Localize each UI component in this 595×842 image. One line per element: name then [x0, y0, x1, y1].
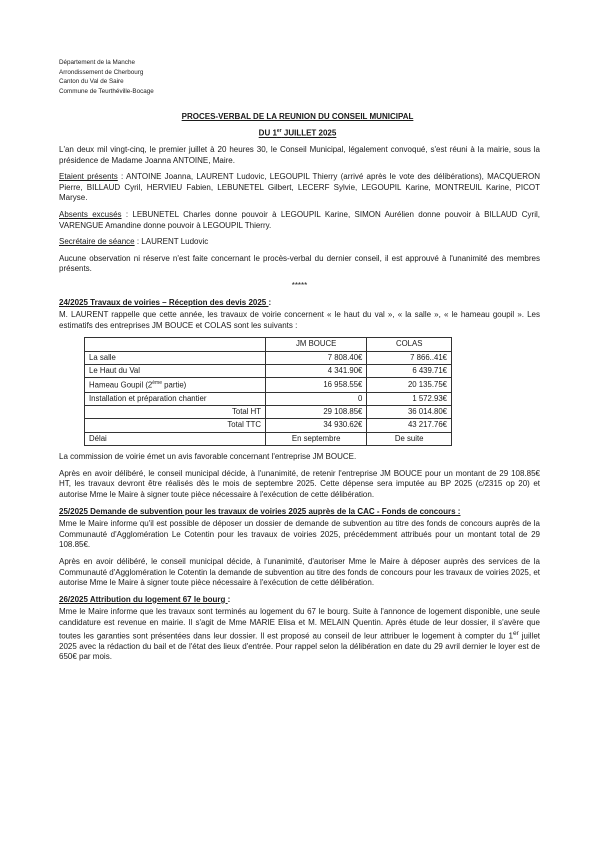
row-bouce: 34 930.62€ — [266, 419, 367, 432]
row-label-prefix: Hameau Goupil (2 — [89, 381, 153, 391]
section1-colon: : — [268, 297, 272, 307]
section3-text-b: juillet 2025 avec la rédaction du bail et de l'état des lieux d'entrée. Pour rappel selon la délibération en date du 29 avril dernier le loyer est de 650€ par mois. — [59, 631, 541, 662]
presents-text: : ANTOINE Joanna, LAURENT Ludovic, LEGOUPIL Thierry (arrivé après le vote des délibérations), MACQUERON Pierre, BILLAUD Cyril, HERVIEU Fabien, LEBUNETEL Gilbert, LECERF Sylvie, LEGOUPIL Karine, MONTREUIL Karine, PICOT Maryse. — [59, 172, 541, 203]
table-row — [85, 406, 452, 419]
document-title: PROCES-VERBAL DE LA REUNION DU CONSEIL MUNICIPAL — [181, 112, 414, 121]
table-row — [85, 419, 452, 432]
section3-title-text: Attribution du logement 67 le bourg — [87, 594, 228, 604]
approval-paragraph: Aucune observation ni réserve n'est faite concernant le procès-verbal du dernier conseil, il est approuvé à l'unanimité des membres présents. — [59, 253, 540, 274]
date-prefix: DU 1 — [258, 128, 277, 138]
header-commune: Commune de Teurthéville-Bocage — [59, 87, 154, 95]
row-label: Le Haut du Val — [85, 365, 266, 378]
section1-heading — [59, 298, 540, 309]
separator-stars: ***** — [291, 280, 308, 290]
row-label: Total HT — [85, 406, 266, 419]
table-row — [85, 378, 452, 392]
date-superscript: er — [276, 128, 282, 134]
absents-paragraph — [59, 210, 540, 231]
row-bouce: 29 108.85€ — [266, 406, 367, 419]
table-header-empty — [85, 338, 266, 351]
header-canton: Canton du Val de Saire — [59, 78, 124, 86]
table-row — [85, 432, 452, 445]
section2-heading — [59, 507, 540, 518]
table-header-row — [85, 338, 452, 351]
section3-heading — [59, 595, 540, 606]
table-row — [85, 351, 452, 364]
intro-paragraph: L'an deux mil vingt-cinq, le premier juillet à 20 heures 30, le Conseil Municipal, légalement convoqué, s'est réuni à la mairie, sous la présidence de Madame Joanna ANTOINE, Maire. — [59, 145, 540, 165]
row-bouce: 0 — [266, 392, 367, 405]
row-label: Total TTC — [85, 419, 266, 432]
secretaire-label: Secrétaire de séance — [59, 237, 135, 247]
table-header-bouce: JM BOUCE — [266, 338, 367, 351]
section3-sup: er — [512, 629, 519, 637]
row-bouce: 7 808.40€ — [266, 351, 367, 364]
presents-paragraph — [59, 172, 540, 204]
section1-decision: Après en avoir délibéré, le conseil municipal décide, à l'unanimité, de retenir l'entreprise JM BOUCE pour un montant de 29 108.85€ HT, les travaux devront être réalisés dès le mois de septembre 2025. Cette dépense sera imputée au BP 2025 (c/2315 op 20) et autorise Mme le Maire à signer toute pièce nécessaire à l'exécution de cette délibération. — [59, 468, 540, 500]
section3-number: 26/2025 — [59, 594, 88, 604]
table-header-colas: COLAS — [367, 338, 452, 351]
row-colas: 6 439.71€ — [367, 365, 452, 378]
section1-avis: La commission de voirie émet un avis favorable concernant l'entreprise JM BOUCE. — [59, 452, 357, 462]
document-date — [0, 128, 595, 138]
row-bouce: 16 958.55€ — [266, 378, 367, 392]
section3-text-a: Mme le Maire informe que les travaux sont terminés au logement du 67 le bourg. Suite à l'annonce de logement disponible, une seule candidature est revenue en mairie. Il s'agit de Mme MARIE Elisa et M. MELAIN Quentin. Après étude de leur dossier, il s'avère que toutes les garanties sont présentées dans leur dossier. Il est proposé au conseil de leur attribuer le logement à compter du 1 — [59, 607, 540, 641]
row-label: Installation et préparation chantier — [85, 392, 266, 405]
section1-number: 24/2025 — [59, 297, 88, 307]
row-colas: De suite — [367, 432, 452, 445]
devis-table — [84, 337, 452, 446]
section3-paragraph — [59, 607, 540, 663]
row-colas: 7 866..41€ — [367, 351, 452, 364]
row-label: La salle — [85, 351, 266, 364]
table-row — [85, 392, 452, 405]
section2-number: 25/2025 — [59, 506, 88, 516]
row-bouce: En septembre — [266, 432, 367, 445]
section2-title-text: Demande de subvention pour les travaux de voiries 2025 auprès de la CAC - Fonds de concours : — [87, 506, 461, 516]
row-label-suffix: partie) — [162, 381, 187, 391]
secretaire-paragraph — [59, 237, 540, 248]
section1-intro: M. LAURENT rappelle que cette année, les travaux de voirie concernent « le haut du val », « la salle », « le hameau goupil ». Les estimatifs des entreprises JM BOUCE et COLAS sont les suivants : — [59, 310, 540, 330]
section2-paragraph-2: Après en avoir délibéré, le conseil municipal décide, à l'unanimité, d'autoriser Mme le Maire à déposer auprès des services de la Communauté d'Agglomération le Cotentin la demande de subvention au titre des fonds de concours pour les travaux de voiries 2025, et autorise Mme le Maire à signer toute pièce nécessaire à l'exécution de cette délibération. — [59, 556, 540, 588]
row-colas: 1 572.93€ — [367, 392, 452, 405]
header-departement: Département de la Manche — [59, 59, 135, 66]
section3-colon: : — [227, 594, 231, 604]
table-row — [85, 365, 452, 378]
row-label — [85, 378, 266, 392]
row-colas: 20 135.75€ — [367, 378, 452, 392]
row-label-sup: ème — [152, 380, 163, 387]
absents-text: : LEBUNETEL Charles donne pouvoir à LEGOUPIL Karine, SIMON Aurélien donne pouvoir à BILLAUD Cyril, VARENGUE Amandine donne pouvoir à LEGOUPIL Thierry. — [59, 209, 540, 230]
header-block — [59, 58, 154, 96]
presents-label: Etaient présents — [59, 172, 118, 182]
section2-paragraph-1: Mme le Maire informe qu'il est possible de déposer un dossier de demande de subvention au titre des fonds de concours auprès de la Communauté d'Agglomération Le Cotentin pour les travaux de voiries 2025, précédemment attribués pour un montant total de 29 108.85€. — [59, 519, 540, 550]
row-bouce: 4 341.90€ — [266, 365, 367, 378]
header-arrondissement: Arrondissement de Cherbourg — [59, 68, 144, 76]
section1-title — [59, 298, 268, 307]
date-suffix: JUILLET 2025 — [281, 128, 337, 138]
section1-title-text: Travaux de voiries – Réception des devis 2025 — [87, 297, 269, 307]
row-colas: 36 014.80€ — [367, 406, 452, 419]
document-body — [59, 145, 540, 669]
absents-label: Absents excusés — [59, 209, 122, 219]
row-label: Délai — [85, 432, 266, 445]
secretaire-text: : LAURENT Ludovic — [134, 237, 209, 247]
row-colas: 43 217.76€ — [367, 419, 452, 432]
